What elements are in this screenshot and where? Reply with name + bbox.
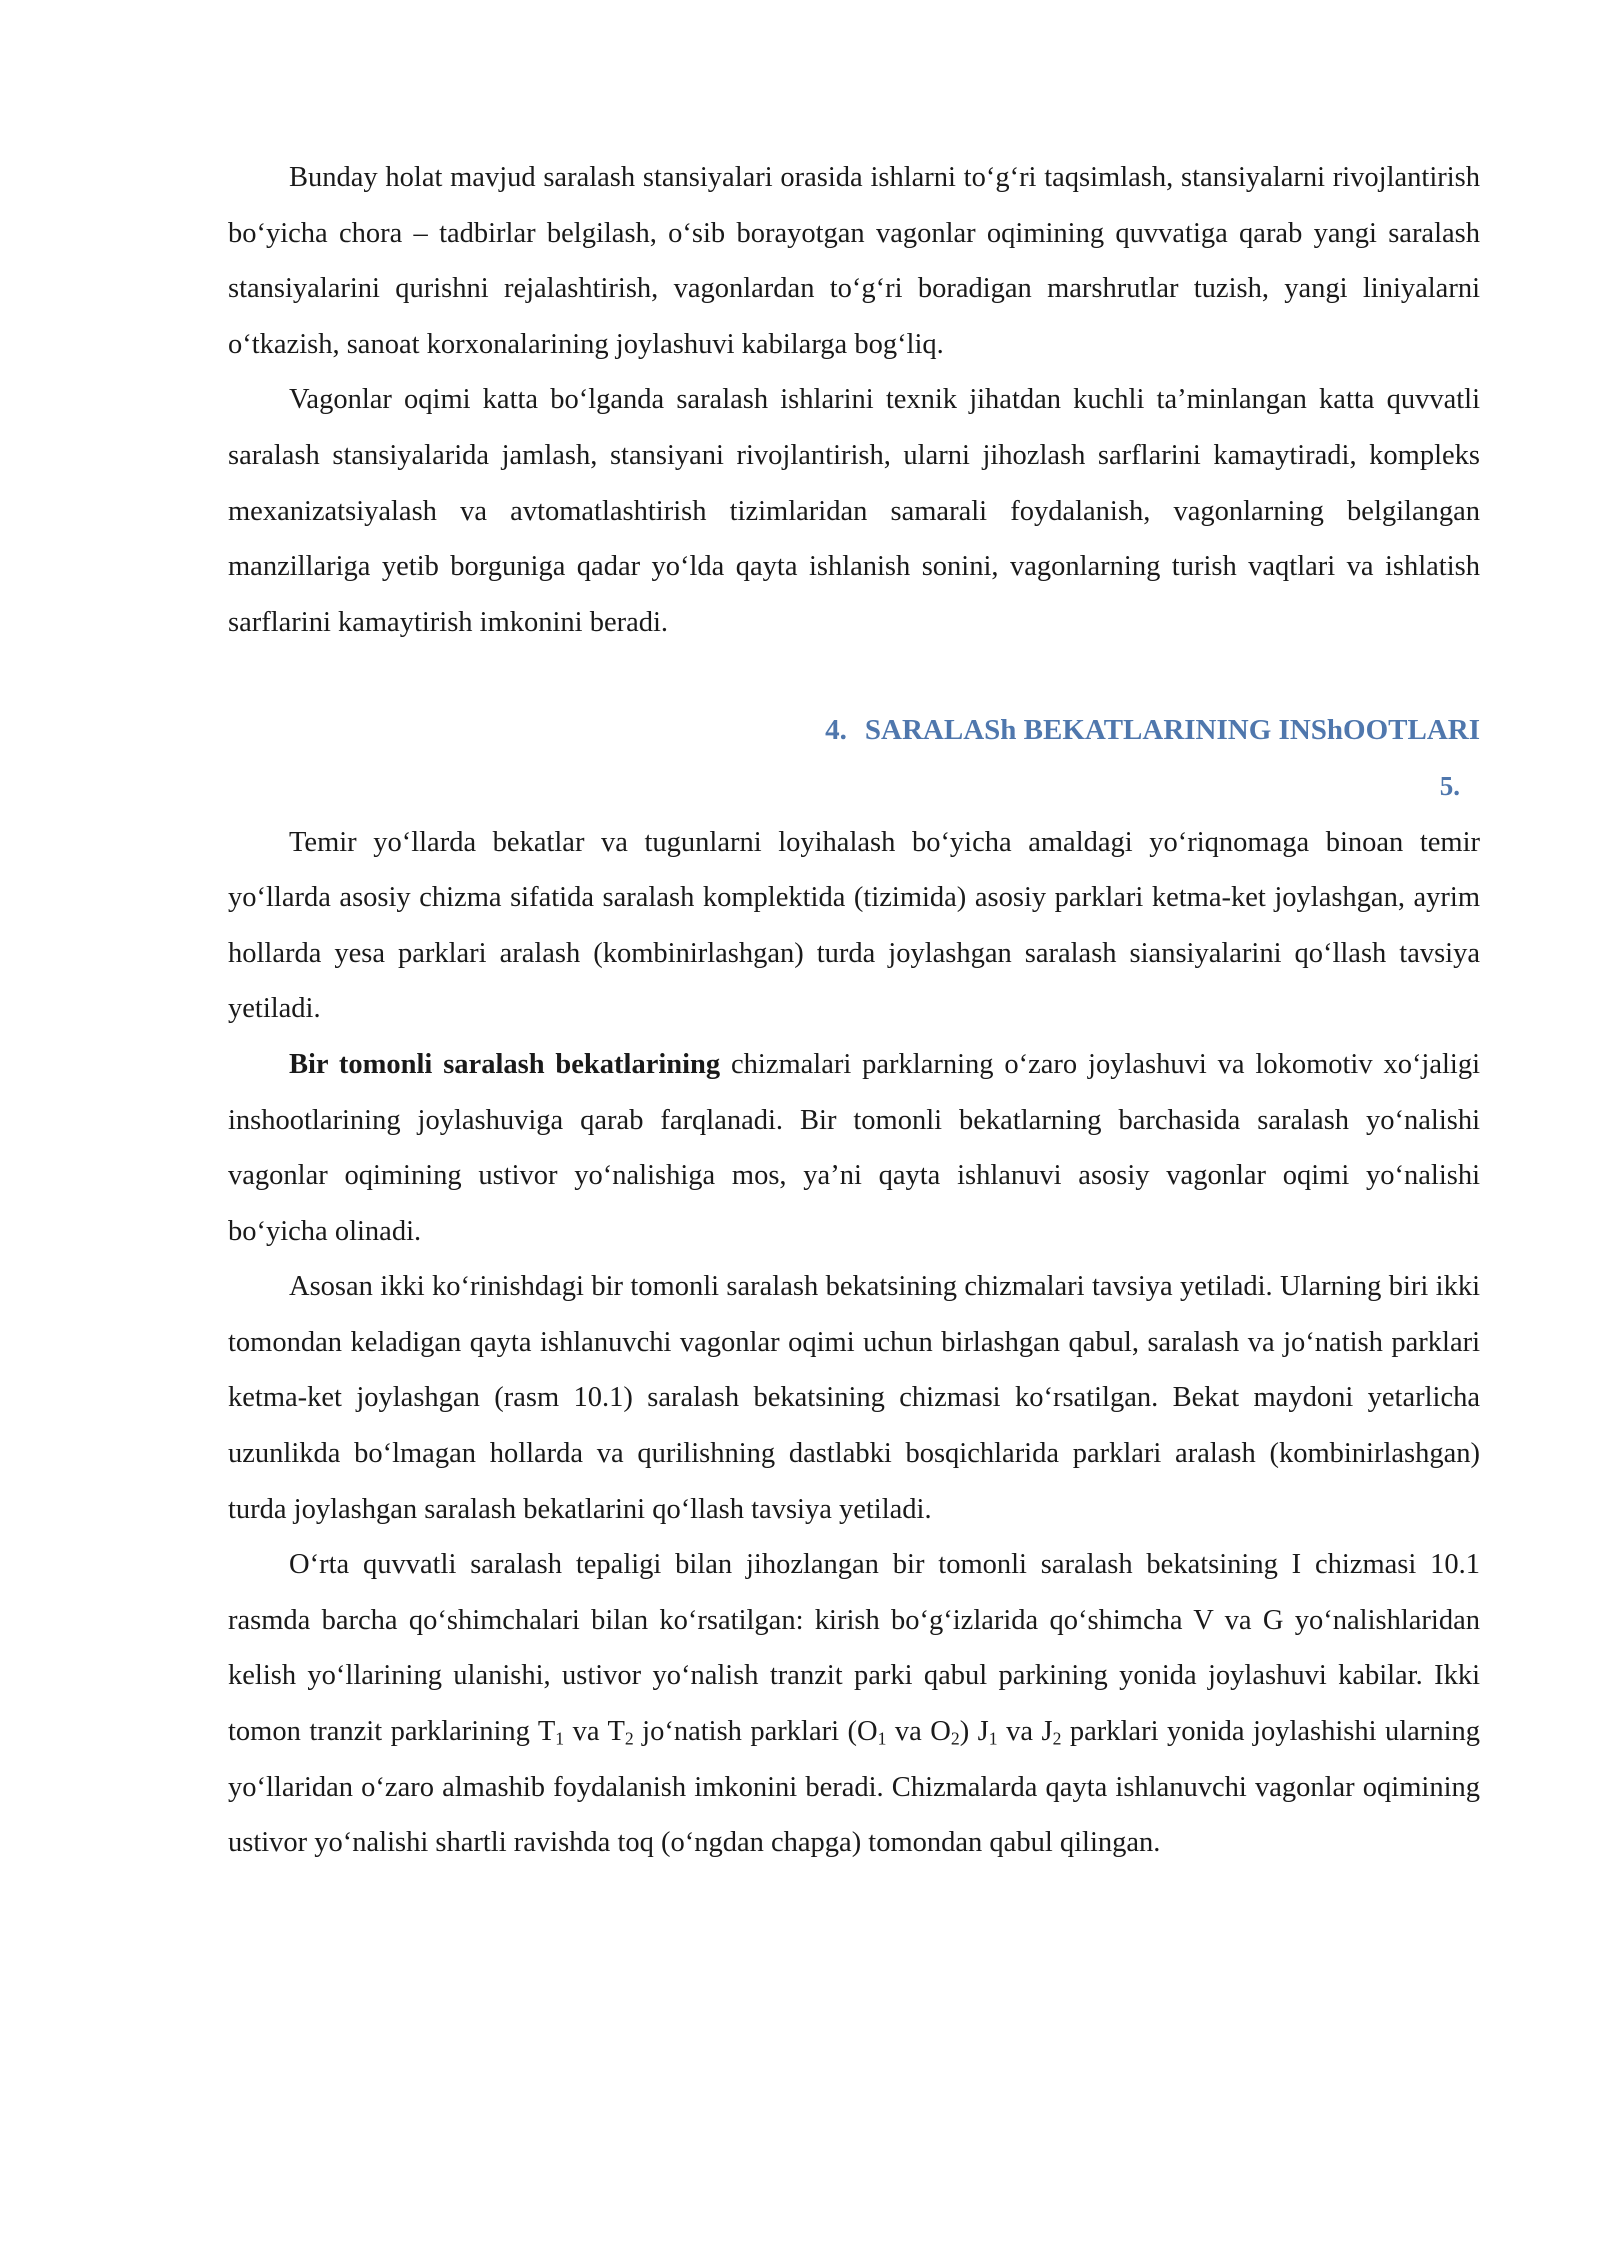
subscript: 1	[555, 1728, 565, 1749]
spacer	[228, 650, 1480, 703]
paragraph-6-part-g: parklari yonida joylashishi ularning yo‘llaridan o‘zaro almashib foydalanish imkonini beradi. Chizmalarda qayta ishlanuvchi vagonlar oqimining ustivor yo‘nalishi shartli ravishda toq (o‘ngdan chapga) tomondan qabul qilingan.	[228, 1716, 1480, 1859]
subscript: 2	[624, 1728, 634, 1749]
paragraph-6-part-f: va J	[997, 1716, 1053, 1748]
paragraph-3: Temir yo‘llarda bekatlar va tugunlarni loyihalash bo‘yicha amaldagi yo‘riqnomaga binoan temir yo‘llarda asosiy chizma sifatida saralash komplektida (tizimida) asosiy parklari ketma-ket joylashgan, ayrim hollarda yesa parklari aralash (kombinirlashgan) turda joylashgan saralash siansiyalarini qo‘llash tavsiya yetiladi.	[228, 826, 1480, 1025]
subscript: 1	[988, 1728, 998, 1749]
paragraph-6-part-d: va O	[886, 1716, 951, 1748]
document-page	[228, 150, 1480, 1871]
subscript: 1	[877, 1728, 887, 1749]
paragraph-6-part-b: va T	[564, 1716, 625, 1748]
subscript: 2	[1052, 1728, 1062, 1749]
paragraph-4-text: chizmalari parklarning o‘zaro joylashuvi va lokomotiv xo‘jaligi inshootlarining joylashuviga qarab farqlanadi. Bir tomonli bekatlarning barchasida saralash yo‘nalishi vagonlar oqimining ustivor yo‘nalishiga mos, ya’ni qayta ishlanuvi asosiy vagonlar oqimi yo‘nalishi bo‘yicha olinadi.	[228, 1048, 1481, 1247]
paragraph-6-part-c: jo‘natish parklari (O	[633, 1716, 878, 1748]
section-number: 4.	[825, 714, 847, 747]
paragraph-5: Asosan ikki ko‘rinishdagi bir tomonli saralash bekatsining chizmalari tavsiya yetiladi. Ularning biri ikki tomondan keladigan qayta ishlanuvchi vagonlar oqimi uchun birlashgan qabul, saralash va jo‘natish parklari ketma-ket joylashgan (rasm 10.1) saralash bekatsining chizmasi ko‘rsatilgan. Bekat maydoni yetarlicha uzunlikda bo‘lmagan hollarda va qurilishning dastlabki bosqichlarida parklari aralash (kombinirlashgan) turda joylashgan saralash bekatlarini qo‘llash tavsiya yetiladi.	[228, 1271, 1480, 1525]
bold-term: Bir tomonli saralash bekatlarining	[289, 1048, 721, 1080]
next-section-number: 5.	[1439, 770, 1460, 801]
paragraph-2: Vagonlar oqimi katta bo‘lganda saralash ishlarini texnik jihatdan kuchli ta’minlangan katta quvvatli saralash stansiyalarida jamlash, stansiyani rivojlantirish, ularni jihozlash sarflarini kamaytiradi, kompleks mexanizatsiyalash va avtomatlashtirish tizimlaridan samarali foydalanish, vagonlarning belgilangan manzillariga yetib borguniga qadar yo‘lda qayta ishlanish sonini, vagonlarning turish vaqtlari va ishlatish sarflarini kamaytirish imkonini beradi.	[228, 384, 1480, 638]
paragraph-4	[228, 1037, 1480, 1259]
section-title: SARALASh BEKATLARINING INShOOTLARI	[864, 714, 1480, 747]
paragraph-6-part-a: O‘rta quvvatli saralash tepaligi bilan jihozlangan bir tomonli saralash bekatsining I chizmasi 10.1 rasmda barcha qo‘shimchalari bilan ko‘rsatilgan: kirish bo‘g‘izlarida qo‘shimcha V va G yo‘nalishlaridan kelish yo‘llarining ulanishi, ustivor yo‘nalish tranzit parki qabul parkining yonida joylashuvi kabilar. Ikki tomon tranzit parklarining T	[228, 1549, 1480, 1748]
paragraph-1: Bunday holat mavjud saralash stansiyalari orasida ishlarni to‘g‘ri taqsimlash, stansiyalarni rivojlantirish bo‘yicha chora – tadbirlar belgilash, o‘sib borayotgan vagonlar oqimining quvvatiga qarab yangi saralash stansiyalarini qurishni rejalashtirish, vagonlardan to‘g‘ri boradigan marshrutlar tuzish, yangi liniyalarni o‘tkazish, sanoat korxonalarining joylashuvi kabilarga bog‘liq.	[228, 162, 1480, 360]
paragraph-6-part-e: ) J	[959, 1716, 989, 1748]
subscript: 2	[950, 1728, 960, 1749]
section-heading	[228, 703, 1480, 759]
paragraph-6	[228, 1537, 1480, 1871]
